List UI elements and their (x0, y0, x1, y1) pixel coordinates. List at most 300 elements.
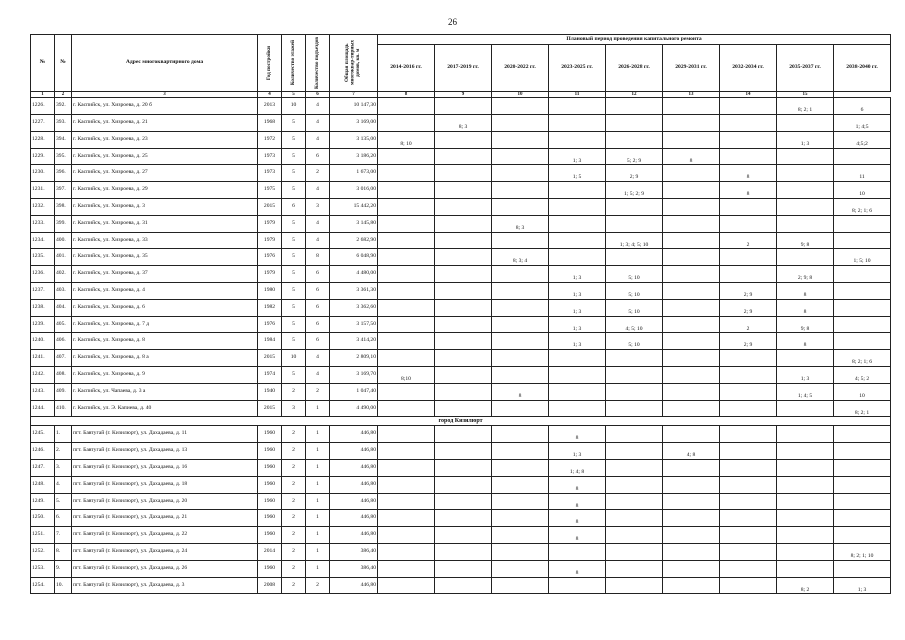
period-cell (663, 316, 720, 333)
period-cell: 8; 3 (492, 215, 549, 232)
period-cell (663, 249, 720, 266)
column-number: 5 (282, 92, 306, 98)
period-cell (378, 148, 435, 165)
period-cell (492, 333, 549, 350)
period-cell (378, 115, 435, 132)
address-cell: пгт. Бавтугай (г. Кизилюрт), ул. Дахадаева, д. 13 (72, 443, 258, 460)
year-cell: 1960 (258, 510, 282, 527)
area-cell: 2 809,10 (330, 350, 378, 367)
area-cell: 10 147,30 (330, 98, 378, 115)
table-row (31, 249, 891, 266)
period-cell (435, 283, 492, 300)
period-cell (492, 443, 549, 460)
year-cell: 1973 (258, 148, 282, 165)
period-cell (606, 115, 663, 132)
period-cell (378, 577, 435, 594)
row-subnumber: 410. (55, 400, 72, 417)
header-area-label: Общая площадь многоквар-тирных домов, кв. м (344, 40, 362, 86)
period-cell (720, 98, 777, 115)
entrances-cell: 4 (306, 350, 330, 367)
entrances-cell: 2 (306, 577, 330, 594)
area-cell: 4 490,00 (330, 400, 378, 417)
year-cell: 1984 (258, 333, 282, 350)
period-cell (720, 510, 777, 527)
floors-cell: 6 (282, 199, 306, 216)
period-cell (492, 299, 549, 316)
period-cell (606, 560, 663, 577)
period-cell (378, 459, 435, 476)
row-number: 1230. (31, 165, 55, 182)
period-cell (378, 283, 435, 300)
header-period: 2023-2025 гг. (549, 45, 606, 92)
row-number: 1250. (31, 510, 55, 527)
area-cell: 446,80 (330, 443, 378, 460)
period-cell (606, 249, 663, 266)
address-cell: пгт. Бавтугай (г. Кизилюрт), ул. Дахадаева, д. 11 (72, 426, 258, 443)
row-number: 1247. (31, 459, 55, 476)
period-cell: 2; 9 (720, 333, 777, 350)
period-cell (777, 400, 834, 417)
period-cell: 1; 5; 2; 9 (606, 182, 663, 199)
entrances-cell: 8 (306, 249, 330, 266)
row-subnumber: 397. (55, 182, 72, 199)
year-cell: 2015 (258, 350, 282, 367)
address-cell: г. Каспийск, ул. Хизроева, д. 9 (72, 367, 258, 384)
row-subnumber: 5. (55, 493, 72, 510)
period-cell (378, 199, 435, 216)
period-cell (435, 577, 492, 594)
period-cell (663, 350, 720, 367)
page-number: 26 (448, 17, 457, 27)
period-cell (435, 249, 492, 266)
period-cell: 10 (834, 182, 891, 199)
period-cell (606, 476, 663, 493)
period-cell: 8 (720, 165, 777, 182)
row-number: 1248. (31, 476, 55, 493)
column-number: 14 (720, 92, 777, 98)
period-cell (378, 333, 435, 350)
period-cell: 8 (549, 426, 606, 443)
year-cell: 1960 (258, 443, 282, 460)
period-cell (435, 199, 492, 216)
period-cell (606, 400, 663, 417)
period-cell (663, 560, 720, 577)
address-cell: г. Каспийск, ул. Хизроева, д. 33 (72, 232, 258, 249)
period-cell: 1; 4;5 (834, 115, 891, 132)
header-area (330, 35, 378, 92)
column-number: 11 (549, 92, 606, 98)
period-cell (378, 476, 435, 493)
address-cell: г. Каспийск, ул. Хизроева, д. 29 (72, 182, 258, 199)
period-cell (663, 383, 720, 400)
year-cell: 2013 (258, 98, 282, 115)
row-number: 1246. (31, 443, 55, 460)
entrances-cell: 4 (306, 131, 330, 148)
period-cell (777, 459, 834, 476)
area-cell: 1 673,00 (330, 165, 378, 182)
row-number: 1227. (31, 115, 55, 132)
row-subnumber: 405. (55, 316, 72, 333)
address-cell: г. Каспийск, ул. Хизроева, д. 27 (72, 165, 258, 182)
period-cell (549, 199, 606, 216)
period-cell: 4; 8 (663, 443, 720, 460)
period-cell (606, 577, 663, 594)
row-number: 1228. (31, 131, 55, 148)
period-cell (435, 232, 492, 249)
floors-cell: 5 (282, 266, 306, 283)
period-cell (720, 577, 777, 594)
entrances-cell: 1 (306, 476, 330, 493)
period-cell (492, 350, 549, 367)
entrances-cell: 1 (306, 426, 330, 443)
area-cell: 3 135,00 (330, 131, 378, 148)
period-cell: 8; 3 (435, 115, 492, 132)
period-cell (492, 577, 549, 594)
period-cell (777, 426, 834, 443)
period-cell: 8 (492, 383, 549, 400)
row-subnumber: 9. (55, 560, 72, 577)
period-cell (720, 215, 777, 232)
floors-cell: 5 (282, 148, 306, 165)
header-period: 2014-2016 гг. (378, 45, 435, 92)
period-cell (834, 316, 891, 333)
row-subnumber: 2. (55, 443, 72, 460)
period-cell (435, 543, 492, 560)
period-cell (378, 316, 435, 333)
header-period: 2032-2034 гг. (720, 45, 777, 92)
period-cell: 8; 2 (777, 577, 834, 594)
entrances-cell: 4 (306, 182, 330, 199)
period-cell (378, 426, 435, 443)
header-entrances-label: Количество подъездов (313, 37, 320, 89)
year-cell: 1960 (258, 560, 282, 577)
period-cell: 11 (834, 165, 891, 182)
period-cell (435, 215, 492, 232)
header-year (258, 35, 282, 92)
table-row (31, 400, 891, 417)
header-floors (282, 35, 306, 92)
row-number: 1249. (31, 493, 55, 510)
entrances-cell: 4 (306, 215, 330, 232)
period-cell: 8 (720, 182, 777, 199)
row-number: 1253. (31, 560, 55, 577)
floors-cell: 5 (282, 333, 306, 350)
header-floors-label: Количество этажей (289, 40, 296, 86)
period-cell (435, 426, 492, 443)
period-cell (606, 459, 663, 476)
address-cell: г. Каспийск, ул. Хизроева, д. 23 (72, 131, 258, 148)
period-cell (378, 510, 435, 527)
address-cell: пгт. Бавтугай (г. Кизилюрт), ул. Дахадаева, д. 21 (72, 510, 258, 527)
table-row (31, 543, 891, 560)
period-cell (378, 215, 435, 232)
period-cell (492, 98, 549, 115)
period-cell (492, 182, 549, 199)
period-cell (834, 510, 891, 527)
period-cell (492, 266, 549, 283)
period-cell (606, 199, 663, 216)
address-cell: г. Каспийск, ул. Э. Капиева, д. 40 (72, 400, 258, 417)
period-cell (378, 543, 435, 560)
row-subnumber: 392. (55, 98, 72, 115)
area-cell: 3 169,70 (330, 367, 378, 384)
header-period: 2020-2022 гг. (492, 45, 549, 92)
period-cell (378, 165, 435, 182)
period-cell (435, 182, 492, 199)
period-cell: 4; 5; 2 (834, 367, 891, 384)
row-subnumber: 400. (55, 232, 72, 249)
period-cell: 8 (549, 510, 606, 527)
entrances-cell: 6 (306, 148, 330, 165)
period-cell: 5; 2; 9 (606, 148, 663, 165)
year-cell: 1972 (258, 131, 282, 148)
floors-cell: 5 (282, 299, 306, 316)
row-number: 1238. (31, 299, 55, 316)
row-subnumber: 408. (55, 367, 72, 384)
period-cell (777, 476, 834, 493)
period-cell (606, 367, 663, 384)
floors-cell: 5 (282, 316, 306, 333)
period-cell (378, 560, 435, 577)
period-cell (663, 283, 720, 300)
year-cell: 1974 (258, 367, 282, 384)
area-cell: 446,80 (330, 527, 378, 544)
period-cell (492, 316, 549, 333)
floors-cell: 5 (282, 165, 306, 182)
table-row (31, 560, 891, 577)
period-cell (834, 459, 891, 476)
period-cell (549, 98, 606, 115)
period-cell (720, 426, 777, 443)
period-cell (549, 400, 606, 417)
floors-cell: 5 (282, 115, 306, 132)
address-cell: г. Каспийск, ул. Хизроева, д. 4 (72, 283, 258, 300)
period-cell (606, 383, 663, 400)
address-cell: пгт. Бавтугай (г. Кизилюрт), ул. Дахадаева, д. 24 (72, 543, 258, 560)
period-cell (720, 383, 777, 400)
period-cell (834, 493, 891, 510)
row-number: 1254. (31, 577, 55, 594)
period-cell: 6 (834, 98, 891, 115)
period-cell (663, 543, 720, 560)
row-number: 1244. (31, 400, 55, 417)
floors-cell: 2 (282, 560, 306, 577)
period-cell (720, 543, 777, 560)
period-cell: 5; 10 (606, 333, 663, 350)
address-cell: г. Каспийск, ул. Хизроева, д. 8 (72, 333, 258, 350)
period-cell (663, 199, 720, 216)
period-cell (663, 299, 720, 316)
floors-cell: 5 (282, 249, 306, 266)
row-subnumber: 406. (55, 333, 72, 350)
period-cell (777, 215, 834, 232)
area-cell: 1 047,40 (330, 383, 378, 400)
row-subnumber: 8. (55, 543, 72, 560)
period-cell: 1; 3 (549, 148, 606, 165)
table-row (31, 131, 891, 148)
address-cell: г. Каспийск, ул. Чапаева, д. 3 а (72, 383, 258, 400)
header-address: Адрес многоквартирного дома (72, 35, 258, 92)
period-cell (777, 443, 834, 460)
period-cell (378, 98, 435, 115)
period-cell (549, 543, 606, 560)
period-cell (549, 182, 606, 199)
column-number: 2 (55, 92, 72, 98)
period-cell (777, 493, 834, 510)
year-cell: 1976 (258, 249, 282, 266)
header-period: 2029-2031 гг. (663, 45, 720, 92)
entrances-cell: 1 (306, 493, 330, 510)
entrances-cell: 6 (306, 283, 330, 300)
period-cell (492, 232, 549, 249)
year-cell: 2014 (258, 543, 282, 560)
period-cell (834, 527, 891, 544)
year-cell: 1979 (258, 215, 282, 232)
period-cell (378, 350, 435, 367)
period-cell (720, 443, 777, 460)
period-cell: 8;10 (378, 367, 435, 384)
area-cell: 2 682,90 (330, 232, 378, 249)
floors-cell: 2 (282, 577, 306, 594)
table-row (31, 383, 891, 400)
period-cell (435, 476, 492, 493)
period-cell: 4; 5; 10 (606, 316, 663, 333)
period-cell (720, 249, 777, 266)
period-cell (777, 182, 834, 199)
period-cell (435, 98, 492, 115)
period-cell: 8 (777, 333, 834, 350)
area-cell: 3 016,00 (330, 182, 378, 199)
period-cell (378, 266, 435, 283)
year-cell: 1979 (258, 266, 282, 283)
address-cell: г. Каспийск, ул. Хизроева, д. 6 (72, 299, 258, 316)
period-cell (378, 249, 435, 266)
capital-repair-table (30, 34, 891, 594)
area-cell: 386,40 (330, 543, 378, 560)
period-cell (549, 115, 606, 132)
floors-cell: 2 (282, 493, 306, 510)
row-number: 1237. (31, 283, 55, 300)
row-subnumber: 395. (55, 148, 72, 165)
entrances-cell: 3 (306, 199, 330, 216)
period-cell: 2; 9 (720, 283, 777, 300)
period-cell (663, 165, 720, 182)
period-cell (606, 131, 663, 148)
area-cell: 3 169,00 (330, 115, 378, 132)
period-cell (834, 266, 891, 283)
table-row (31, 426, 891, 443)
period-cell: 8 (549, 527, 606, 544)
entrances-cell: 6 (306, 266, 330, 283)
period-cell (378, 383, 435, 400)
floors-cell: 2 (282, 510, 306, 527)
column-number: 15 (777, 92, 834, 98)
table-row (31, 443, 891, 460)
year-cell: 1975 (258, 182, 282, 199)
period-cell (777, 115, 834, 132)
period-cell (435, 443, 492, 460)
period-cell (435, 165, 492, 182)
entrances-cell: 1 (306, 527, 330, 544)
period-cell: 1; 3 (549, 283, 606, 300)
area-cell: 386,40 (330, 560, 378, 577)
period-cell (549, 131, 606, 148)
floors-cell: 2 (282, 426, 306, 443)
period-cell: 1; 5 (549, 165, 606, 182)
period-cell (606, 510, 663, 527)
row-subnumber: 1. (55, 426, 72, 443)
period-cell (663, 98, 720, 115)
area-cell: 446,80 (330, 510, 378, 527)
period-cell: 8; 2; 1 (777, 98, 834, 115)
table-row (31, 98, 891, 115)
period-cell (435, 560, 492, 577)
floors-cell: 5 (282, 283, 306, 300)
row-number: 1231. (31, 182, 55, 199)
entrances-cell: 6 (306, 316, 330, 333)
area-cell: 446,80 (330, 459, 378, 476)
period-cell (606, 493, 663, 510)
year-cell: 1960 (258, 493, 282, 510)
header-n1: № (31, 35, 55, 92)
period-cell: 8 (663, 148, 720, 165)
area-cell: 4 480,00 (330, 266, 378, 283)
period-cell: 1; 4; 5 (777, 383, 834, 400)
period-cell: 10 (834, 383, 891, 400)
period-cell (720, 199, 777, 216)
entrances-cell: 1 (306, 543, 330, 560)
row-subnumber: 396. (55, 165, 72, 182)
period-cell (720, 527, 777, 544)
period-cell (834, 426, 891, 443)
period-cell (549, 367, 606, 384)
period-cell: 8; 2; 1; 6 (834, 350, 891, 367)
row-number: 1251. (31, 527, 55, 544)
period-cell (492, 148, 549, 165)
period-cell: 5; 10 (606, 266, 663, 283)
table-row (31, 333, 891, 350)
table-body (31, 92, 891, 594)
address-cell: г. Каспийск, ул. Хизроева, д. 37 (72, 266, 258, 283)
row-number: 1243. (31, 383, 55, 400)
header-period: 2038-2040 гг. (834, 45, 891, 92)
address-cell: пгт. Бавтугай (г. Кизилюрт), ул. Дахадаева, д. 18 (72, 476, 258, 493)
period-cell: 2; 9; 8 (777, 266, 834, 283)
period-cell: 1; 3 (777, 367, 834, 384)
period-cell (777, 249, 834, 266)
address-cell: пгт. Бавтугай (г. Кизилюрт), ул. Дахадаева, д. 26 (72, 560, 258, 577)
year-cell: 1982 (258, 299, 282, 316)
period-cell (834, 560, 891, 577)
floors-cell: 10 (282, 350, 306, 367)
period-cell (435, 367, 492, 384)
row-subnumber: 399. (55, 215, 72, 232)
address-cell: г. Каспийск, ул. Хизроева, д. 7 д (72, 316, 258, 333)
period-cell: 1; 3 (549, 299, 606, 316)
floors-cell: 10 (282, 98, 306, 115)
entrances-cell: 2 (306, 165, 330, 182)
period-cell (663, 426, 720, 443)
row-subnumber: 394. (55, 131, 72, 148)
row-subnumber: 3. (55, 459, 72, 476)
period-cell (606, 426, 663, 443)
entrances-cell: 2 (306, 383, 330, 400)
period-cell (492, 560, 549, 577)
row-subnumber: 401. (55, 249, 72, 266)
period-cell: 4;5;2 (834, 131, 891, 148)
area-cell: 3 414,20 (330, 333, 378, 350)
period-cell: 2 (720, 232, 777, 249)
